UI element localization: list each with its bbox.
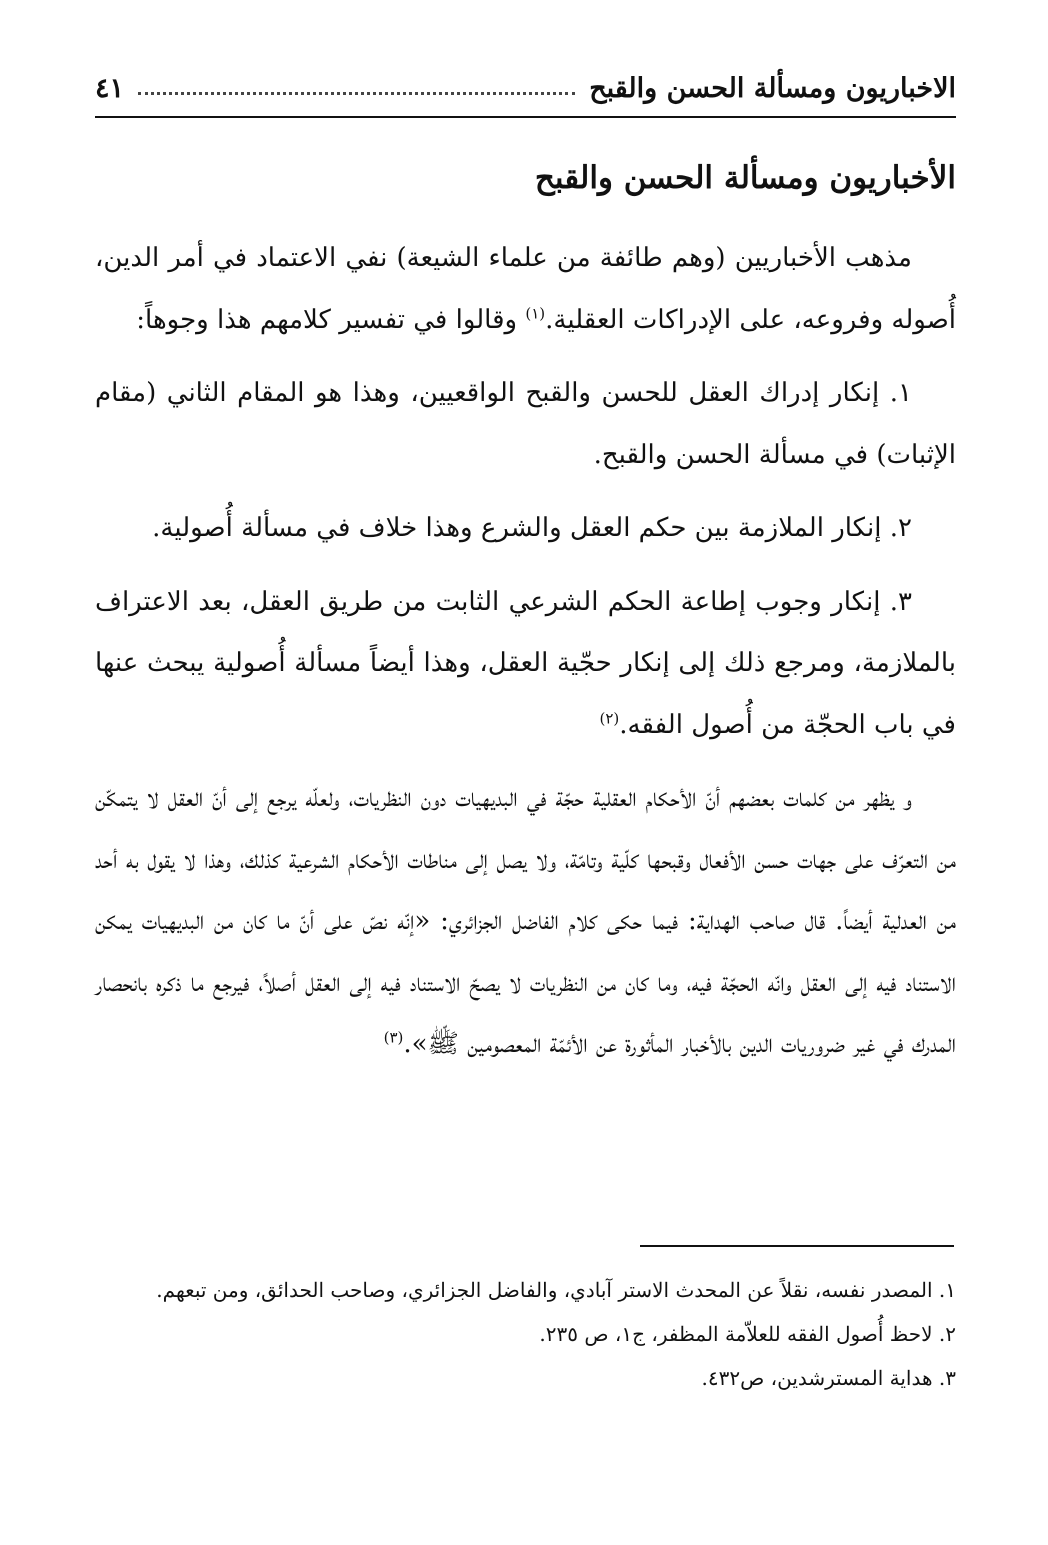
running-header [95, 62, 956, 112]
list-item-1: ١. إنكار إدراك العقل للحسن والقبح الواقعيين، وهذا هو المقام الثاني (مقام الإثبات) في مسألة الحسن والقبح. [95, 378, 956, 470]
footnotes [95, 1272, 956, 1404]
page-number: ٤١ [95, 73, 125, 104]
main-text [95, 150, 956, 1088]
running-title: الاخباريون ومسألة الحسن والقبح [589, 73, 956, 104]
footnote-ref-3[interactable]: (٣) [383, 1028, 404, 1047]
footnote-1: ١. المصدر نفسه، نقلاً عن المحدث الاستر آبادي، والفاضل الجزائري، وصاحب الحدائق، ومن تبعهم. [156, 1278, 956, 1302]
dotted-leader [138, 92, 575, 95]
list-item-3-text: ٣. إنكار وجوب إطاعة الحكم الشرعي الثابت من طريق العقل، بعد الاعتراف بالملازمة، ومرجع ذلك إلى إنكار حجّية العقل، وهذا أيضاً مسألة أُصولية يبحث عنها في باب الحجّة من أُصول الفقه. [95, 586, 956, 740]
header-rule [95, 116, 956, 118]
footnote-ref-2[interactable]: (٢) [599, 708, 620, 727]
list-item-2: ٢. إنكار الملازمة بين حكم العقل والشرع وهذا خلاف في مسألة أُصولية. [152, 513, 912, 543]
footnote-3: ٣. هداية المسترشدين، ص٤٣٢. [701, 1366, 956, 1390]
paragraph-closing-text: و يظهر من كلمات بعضهم أنّ الأحكام العقلية حجّة في البديهيات دون النظريات، ولعلّه يرجع إلى أنّ العقل لا يتمكّن من التعرّف على جهات حسن الأفعال وقبحها كلّية وتامّة، ولا يصل إلى مناطات الأحكام الشرعية كذلك، وهذا لا يقول به أحد من العدلية أيضاً. قال صاحب الهداية: فيما حكى كلام الفاضل الجزائري: «إنّه نصّ على أنّ ما كان من البديهيات يمكن الاستناد فيه إلى العقل وانّه الحجّة فيه، وما كان من النظريات لا يصحّ الاستناد فيه إلى العقل أصلاً، فيرجع ما ذكره بانحصار المدرك في غير ضروريات الدين بالأخبار المأثورة عن الأئمّة المعصومين ﷺ». [95, 783, 956, 1059]
section-title: الأخباريون ومسألة الحسن والقبح [534, 160, 956, 196]
list-item-3 [95, 572, 956, 757]
footnote-separator [640, 1245, 954, 1247]
footnote-2: ٢. لاحظ أُصول الفقه للعلاّمة المظفر، ج١، ص ٢٣٥. [539, 1322, 956, 1346]
paragraph-intro [95, 228, 956, 351]
paragraph-intro-tail: وقالوا في تفسير كلامهم هذا وجوهاً: [136, 304, 526, 335]
footnote-ref-1[interactable]: (١) [525, 303, 546, 322]
paragraph-intro-text: مذهب الأخباريين (وهم طائفة من علماء الشيعة) نفي الاعتماد في أمر الدين، أُصوله وفروعه، على الإدراكات العقلية. [95, 243, 956, 335]
paragraph-closing [95, 768, 956, 1076]
